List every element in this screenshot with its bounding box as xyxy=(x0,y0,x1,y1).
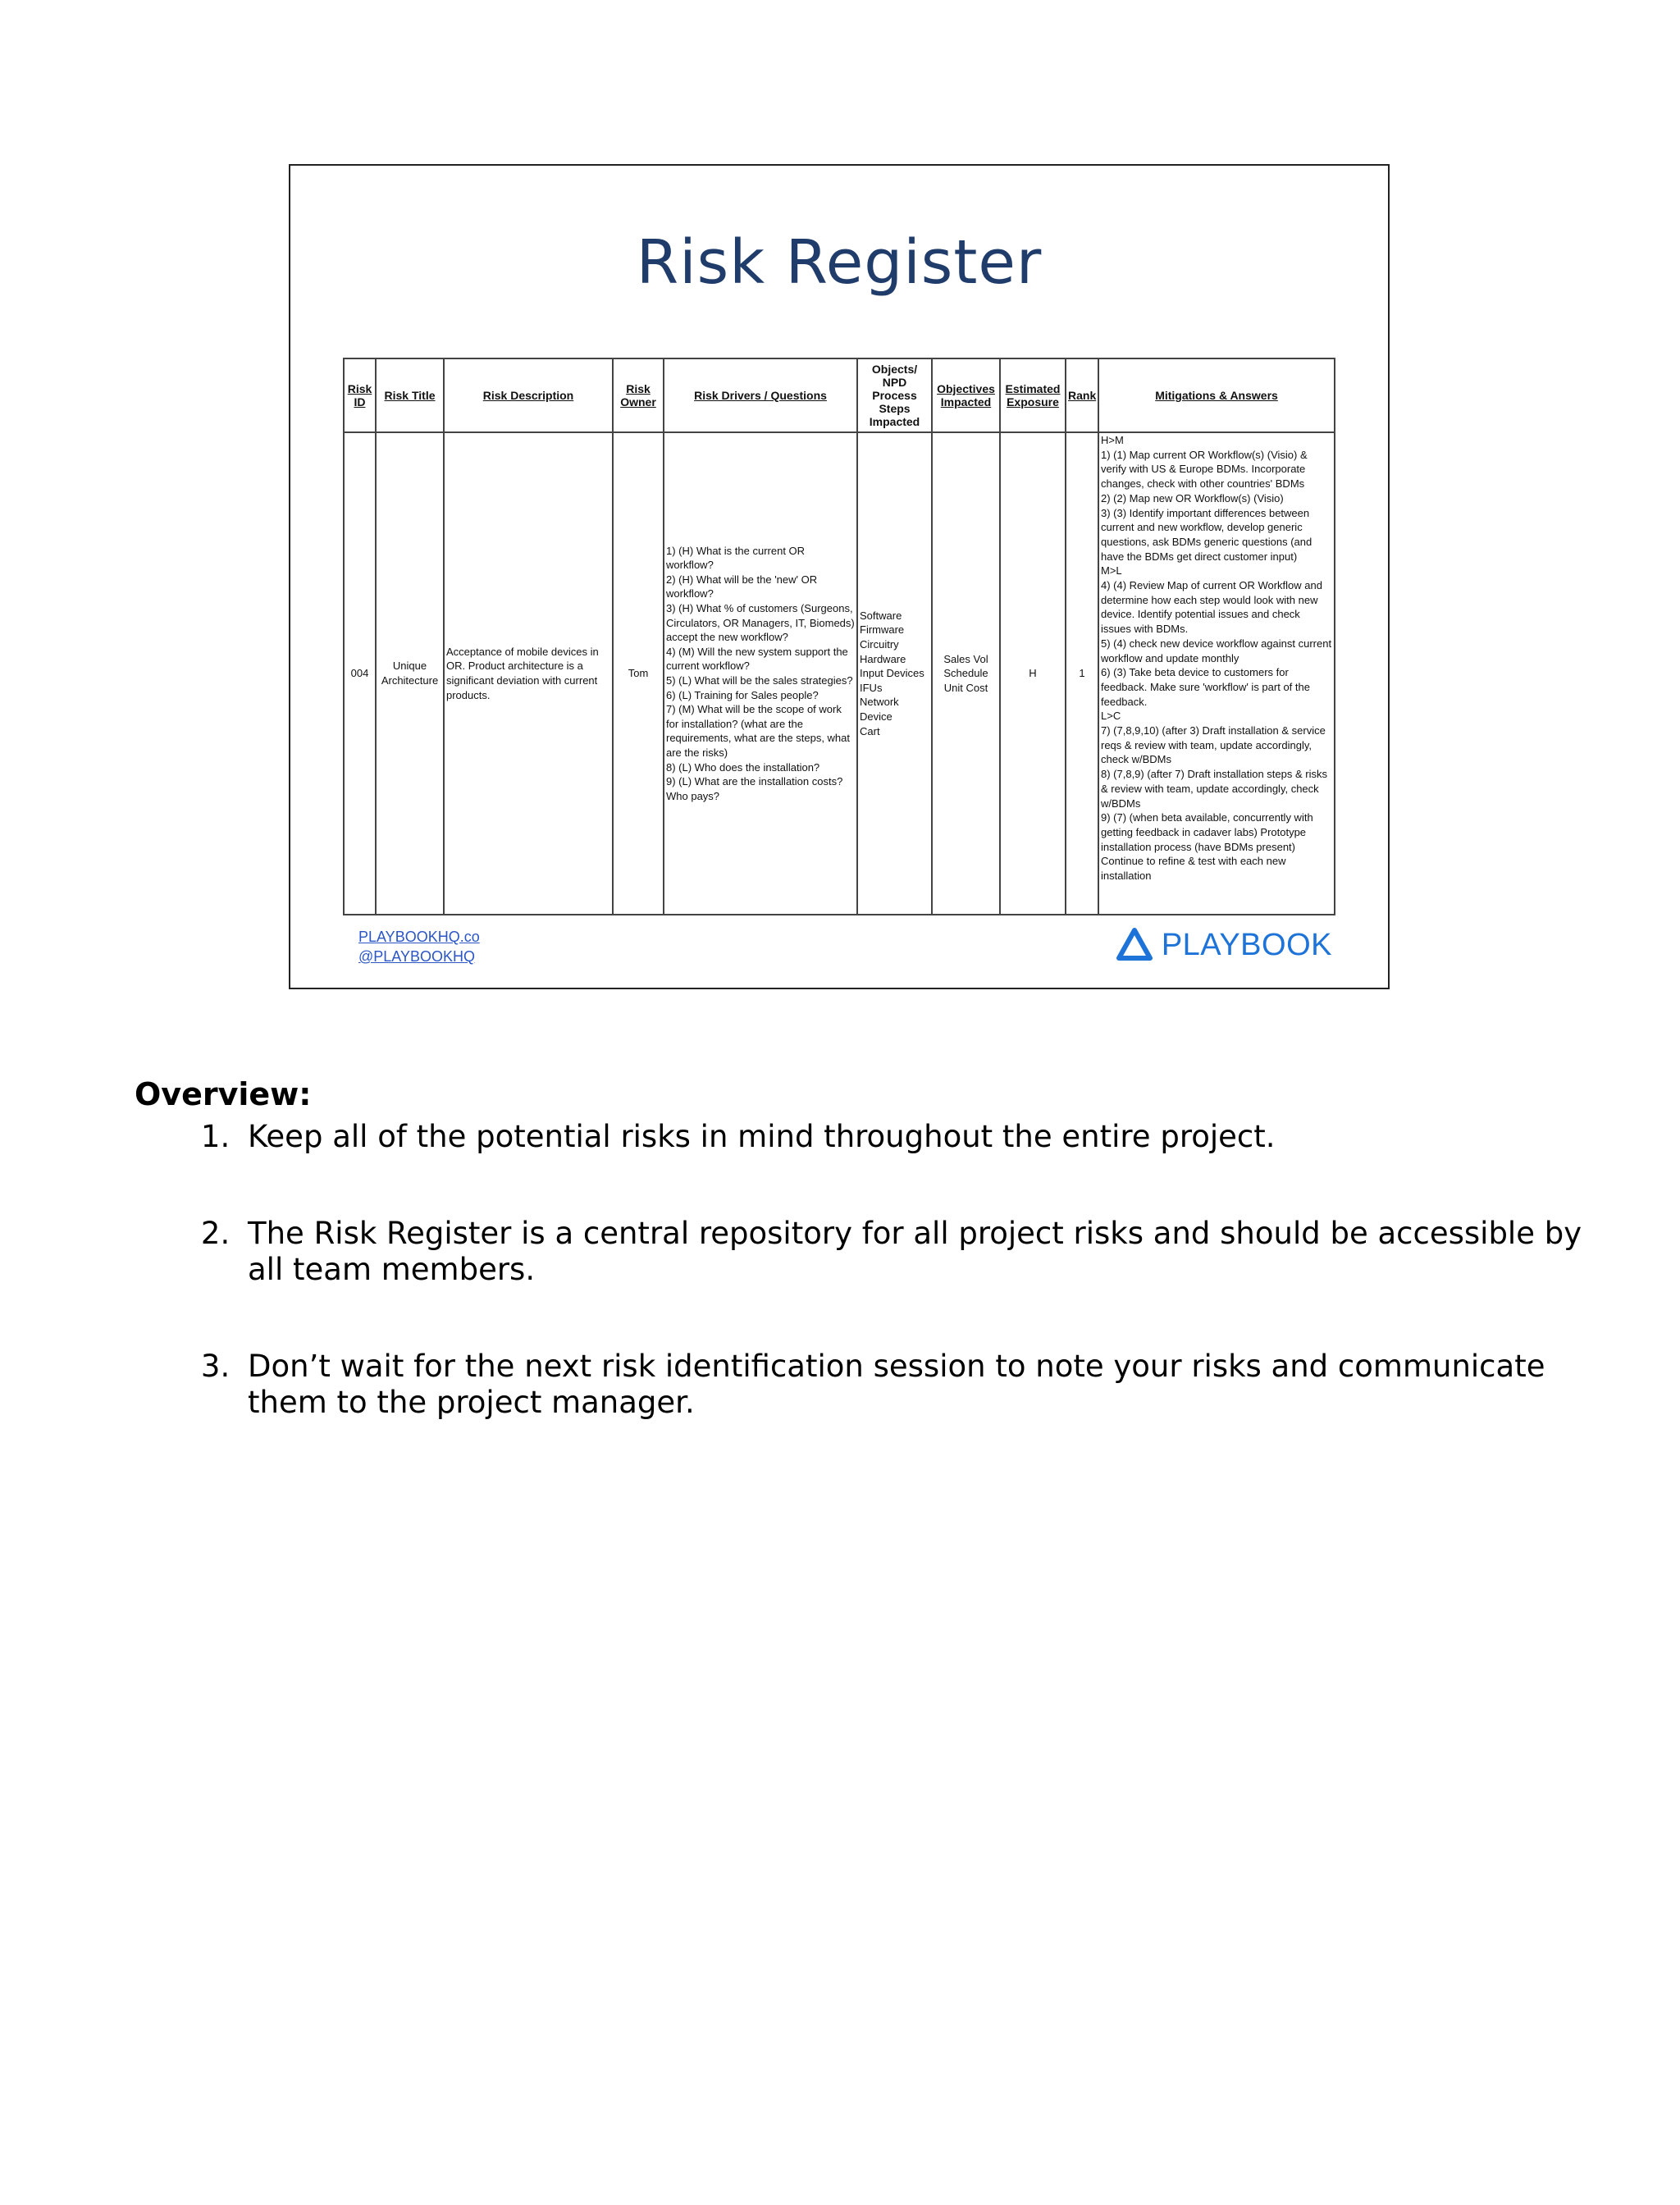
header-risk-drivers: Risk Drivers / Questions xyxy=(664,358,857,432)
playbookhq-social-link[interactable]: @PLAYBOOKHQ xyxy=(358,948,475,965)
slide-title: Risk Register xyxy=(636,227,1043,298)
header-risk-owner: Risk Owner xyxy=(613,358,664,432)
overview-heading: Overview: xyxy=(135,1076,312,1112)
overview-item-3: 3. Don’t wait for the next risk identification session to note your risks and communicate them to the project manager. xyxy=(240,1349,1611,1421)
overview-section xyxy=(135,1076,1611,1481)
header-mitigations: Mitigations & Answers xyxy=(1098,358,1335,432)
risk-register-table xyxy=(343,358,1335,915)
header-risk-description: Risk Description xyxy=(444,358,613,432)
cell-objectives-impacted: Sales Vol Schedule Unit Cost xyxy=(932,432,1000,915)
header-objectives-impacted: Objectives Impacted xyxy=(932,358,1000,432)
cell-risk-id: 004 xyxy=(344,432,376,915)
overview-item-2: 2. The Risk Register is a central repository for all project risks and should be accessible by all team members. xyxy=(240,1216,1611,1288)
header-risk-title: Risk Title xyxy=(376,358,444,432)
overview-list xyxy=(135,1119,1611,1421)
cell-mitigations: H>M 1) (1) Map current OR Workflow(s) (Visio) & verify with US & Europe BDMs. Incorporate changes, check with other countries' BDMs 2) (2) Map new OR Workflow(s) (Visio) 3) (3) Identify important differences between current and new workflow, develop generic questions, ask BDMs generic questions (and have the BDMs get direct customer input) M>L 4) (4) Review Map of current OR Workflow and determine how each step would look with new device. Identify potential issues and check issues with BDMs. 5) (4) check new device workflow against current workflow and update monthly 6) (3) Take beta device to customers for feedback. Make sure 'workflow' is part of the feedback. L>C 7) (7,8,9,10) (after 3) Draft installation & service reqs & review with team, update accordingly, check w/BDMs 8) (7,8,9) (after 7) Draft installation steps & risks & review with team, update accordingly, check w/BDMs 9) (7) (when beta available, concurrently with getting feedback in cadaver labs) Prototype installation process (have BDMs present) Continue to refine & test with each new installation xyxy=(1098,432,1335,915)
playbook-triangle-logo-icon xyxy=(1116,927,1153,963)
playbookhq-website-link[interactable]: PLAYBOOKHQ.co xyxy=(358,929,480,945)
table-header-row xyxy=(344,358,1335,432)
cell-estimated-exposure: H xyxy=(1000,432,1066,915)
cell-risk-title: Unique Architecture xyxy=(376,432,444,915)
risk-register-slide xyxy=(289,164,1390,989)
header-risk-id: Risk ID xyxy=(344,358,376,432)
playbook-brand xyxy=(1116,927,1332,963)
header-estimated-exposure: Estimated Exposure xyxy=(1000,358,1066,432)
cell-objects-impacted: Software Firmware Circuitry Hardware Input Devices IFUs Network Device Cart xyxy=(857,432,932,915)
footer-links xyxy=(358,927,480,966)
header-objects-impacted: Objects/ NPD Process Steps Impacted xyxy=(857,358,932,432)
cell-risk-owner: Tom xyxy=(613,432,664,915)
cell-rank: 1 xyxy=(1066,432,1098,915)
table-row xyxy=(344,432,1335,915)
cell-risk-drivers: 1) (H) What is the current OR workflow? 2) (H) What will be the 'new' OR workflow? 3) (H) What % of customers (Surgeons, Circulators, OR Managers, IT, Biomeds) accept the new workflow? 4) (M) Will the new system support the current workflow? 5) (L) What will be the sales strategies? 6) (L) Training for Sales people? 7) (M) What will be the scope of work for installation? (what are the requirements, what are the steps, what are the risks) 8) (L) Who does the installation? 9) (L) What are the installation costs? Who pays? xyxy=(664,432,857,915)
header-rank: Rank xyxy=(1066,358,1098,432)
cell-risk-description: Acceptance of mobile devices in OR. Product architecture is a significant deviation with current products. xyxy=(444,432,613,915)
brand-name: PLAYBOOK xyxy=(1161,927,1332,962)
overview-item-1: 1. Keep all of the potential risks in mind throughout the entire project. xyxy=(240,1119,1611,1155)
